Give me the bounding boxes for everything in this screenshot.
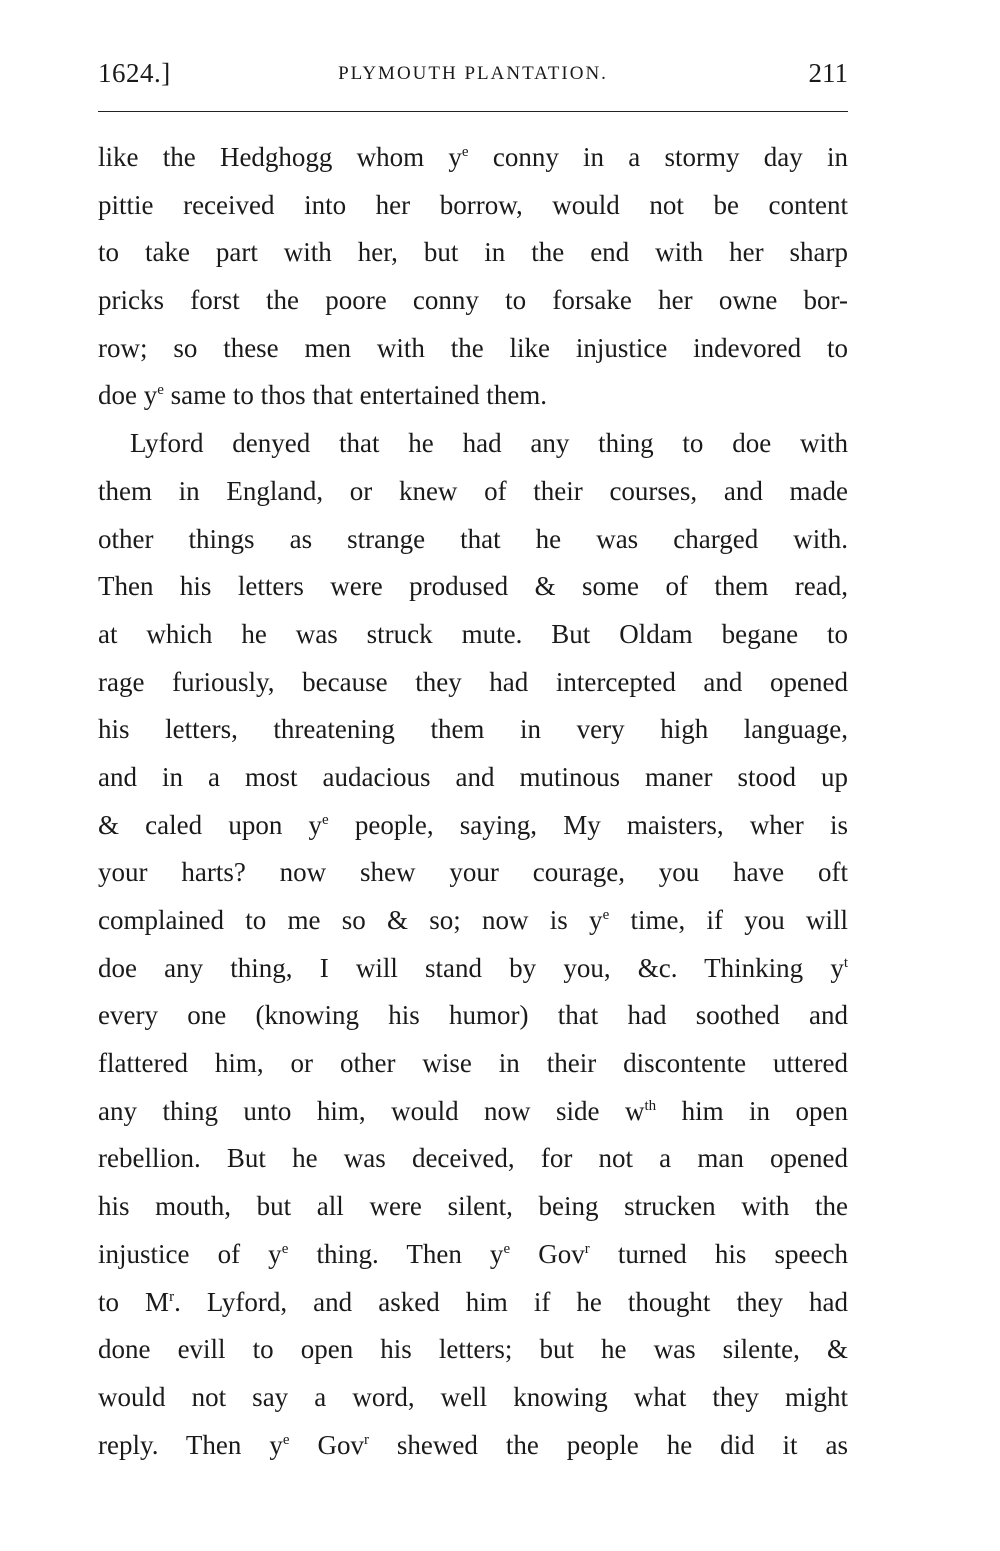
text-segment: them in England, or knew of their courses, and made [98,475,848,506]
text-line [98,754,848,802]
text-line [98,420,848,468]
text-segment: time, if you will [609,905,849,935]
superscript-abbrev: t [843,954,848,971]
header-title: PLYMOUTH PLANTATION. [338,63,608,84]
superscript-abbrev: e [602,907,610,923]
text-segment: . Lyford, and asked him if he thought they had [174,1286,848,1317]
text-segment: people, saying, My maisters, wher is [328,809,848,840]
text-line [98,468,848,516]
text-segment: to M [98,1286,170,1317]
text-segment: doe any thing, I will stand by you, &c. Thinking y [98,952,844,983]
text-segment: Gov [289,1429,364,1460]
text-segment: Lyford denyed that he had any thing to doe with [130,428,848,459]
text-line [98,897,848,945]
text-segment: him in open [656,1095,848,1126]
text-line [98,1422,848,1470]
text-line [98,229,848,277]
text-segment: complained to me so & so; now is y [98,905,603,935]
text-segment: other things as strange that he was charged with. [98,523,848,554]
superscript-abbrev: r [363,1431,369,1448]
text-line [98,1088,848,1136]
text-line [98,325,848,373]
text-line [98,802,848,850]
text-line [98,277,848,325]
superscript-abbrev: e [503,1240,511,1257]
text-segment: any thing unto him, would now side w [98,1095,645,1126]
text-line [98,611,848,659]
text-line [98,1231,848,1279]
text-segment: thing. Then y [288,1238,504,1269]
text-line [98,1374,848,1422]
text-segment: pricks forst the poore conny to forsake her owne bor- [98,285,848,316]
body-text [98,134,848,1469]
text-line [98,563,848,611]
text-segment: shewed the people he did it as [368,1429,848,1460]
text-line [98,134,848,182]
text-segment: flattered him, or other wise in their discontente uttered [98,1048,848,1079]
text-segment: doe y [98,380,158,411]
header-year: 1624.] [98,58,171,88]
text-line [98,372,848,420]
text-segment: turned his speech [589,1238,848,1269]
text-segment: like the Hedghogg whom y [98,142,462,172]
text-segment: conny in a stormy day in [468,142,848,172]
text-line [98,516,848,564]
text-segment: your harts? now shew your courage, you have oft [98,857,848,888]
text-line [98,849,848,897]
header-rule [98,111,848,112]
text-line [98,659,848,707]
text-segment: done evill to open his letters; but he was silente, & [98,1334,848,1365]
text-segment: Then his letters were prodused & some of them read, [98,571,848,602]
text-segment: Gov [510,1238,585,1269]
text-line [98,992,848,1040]
superscript-abbrev: r [584,1240,590,1257]
text-segment: his mouth, but all were silent, being strucken with the [98,1191,848,1222]
text-segment: rebellion. But he was deceived, for not a man opened [98,1143,848,1174]
running-header [98,58,848,98]
text-segment: and in a most audacious and mutinous maner stood up [98,761,848,792]
text-segment: every one (knowing his humor) that had soothed and [98,1000,848,1031]
text-segment: at which he was struck mute. But Oldam begane to [98,618,848,649]
text-segment: row; so these men with the like injustice indevored to [98,332,848,363]
superscript-abbrev: e [461,144,469,160]
text-segment: same to thos that entertained them. [163,380,548,411]
text-line [98,182,848,230]
superscript-abbrev: th [644,1097,657,1114]
text-segment: would not say a word, well knowing what they might [98,1381,848,1412]
text-line [98,945,848,993]
text-line [98,706,848,754]
text-segment: his letters, threatening them in very high language, [98,714,848,745]
page-number: 211 [808,58,848,88]
text-line [98,1135,848,1183]
text-segment: pittie received into her borrow, would not be content [98,189,848,220]
superscript-abbrev: e [322,811,329,828]
text-line [98,1326,848,1374]
text-line [98,1183,848,1231]
text-segment: & caled upon y [98,809,323,840]
superscript-abbrev: e [281,1240,289,1257]
text-line [98,1279,848,1327]
superscript-abbrev: r [169,1288,175,1305]
text-segment: reply. Then y [98,1429,283,1460]
text-segment: rage furiously, because they had intercepted and opened [98,666,848,697]
superscript-abbrev: e [157,382,164,399]
text-segment: injustice of y [98,1238,282,1269]
text-segment: to take part with her, but in the end with her sharp [98,237,848,268]
superscript-abbrev: e [282,1431,290,1448]
text-line [98,1040,848,1088]
